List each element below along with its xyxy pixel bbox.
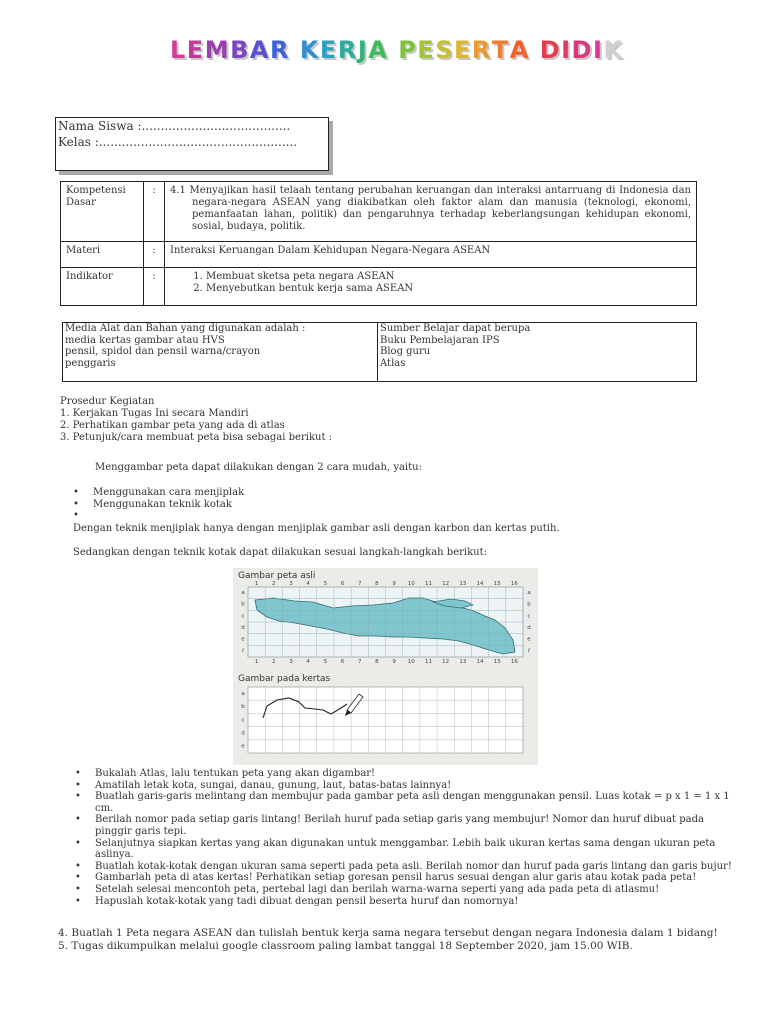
title-letter: D xyxy=(571,36,593,64)
column-number: 16 xyxy=(510,581,518,587)
column-number: 11 xyxy=(424,659,432,665)
list-item: 1. Kerjakan Tugas Ini secara Mandiri xyxy=(60,408,249,419)
student-class-field[interactable]: Kelas :.................................................... xyxy=(58,135,298,149)
column-number: 7 xyxy=(357,659,362,665)
column-number: 4 xyxy=(306,581,310,587)
table-row xyxy=(61,242,697,268)
method-list xyxy=(73,487,244,510)
grid-method-text: Sedangkan dengan teknik kotak dapat dilakukan sesuai langkah-langkah berikut: xyxy=(73,547,487,558)
media-heading: Media Alat dan Bahan yang digunakan adalah : xyxy=(65,323,306,334)
title-letter xyxy=(388,36,398,64)
title-letter: P xyxy=(398,36,418,64)
title-letter: K xyxy=(299,36,320,64)
grid-method-figure xyxy=(233,568,538,765)
competency-table xyxy=(60,181,697,306)
media-cell xyxy=(63,323,378,382)
list-item: media kertas gambar atau HVS xyxy=(65,334,225,346)
column-number: 11 xyxy=(424,581,432,587)
row-letter: d xyxy=(241,625,245,631)
material-label: Materi xyxy=(61,242,144,268)
tracing-text: Dengan teknik menjiplak hanya dengan menjiplak gambar asli dengan karbon dan kertas putih. xyxy=(73,523,560,534)
column-number: 14 xyxy=(476,659,484,665)
title-letter: A xyxy=(368,36,389,64)
table-row xyxy=(61,268,697,306)
source-heading: Sumber Belajar dapat berupa xyxy=(380,323,531,334)
column-number: 13 xyxy=(459,659,467,665)
column-number: 1 xyxy=(254,659,259,665)
table-row xyxy=(63,323,697,382)
list-item: • Setelah selesai mencontoh peta, pertebal lagi dan berilah warna-warna seperti yang ada pada peta di atlasmu! xyxy=(75,884,732,896)
title-letter xyxy=(290,36,300,64)
column-number: 9 xyxy=(392,581,396,587)
row-letter: a xyxy=(241,690,245,697)
list-item: • Amatilah letak kota, sungai, danau, gunung, laut, batas-batas lainnya! xyxy=(75,780,732,792)
column-number: 10 xyxy=(407,581,415,587)
row-letter: a xyxy=(241,590,245,596)
column-number: 15 xyxy=(493,581,501,587)
list-item: • Bukalah Atlas, lalu tentukan peta yang akan digambar! xyxy=(75,768,732,780)
column-number: 1 xyxy=(254,581,259,587)
title-letter: I xyxy=(592,36,604,64)
list-item: • Hapuslah kotak-kotak yang tadi dibuat dengan pensil beserta huruf dan nomornya! xyxy=(75,896,732,908)
title-letter: R xyxy=(269,36,290,64)
title-letter: A xyxy=(249,36,270,64)
tasks-section xyxy=(58,927,718,953)
row-letter: c xyxy=(241,717,245,724)
title-letter: E xyxy=(453,36,472,64)
title-letter: T xyxy=(491,36,510,64)
column-number: 9 xyxy=(392,659,396,665)
row-letter: c xyxy=(241,613,245,620)
list-item: • Selanjutnya siapkan kertas yang akan digunakan untuk menggambar. Lebih baik ukuran kertas sama dengan ukuran peta aslinya. xyxy=(75,838,732,861)
title-letter: E xyxy=(417,36,436,64)
page-title xyxy=(170,36,624,64)
column-number: 15 xyxy=(493,659,501,665)
list-item: • Buatlah kotak-kotak dengan ukuran sama seperti pada peta asli. Berilah nomor dan huruf pada garis lintang dan garis bujur! xyxy=(75,861,732,873)
column-number: 8 xyxy=(375,581,379,587)
original-map-label: Gambar peta asli xyxy=(238,571,316,581)
column-number: 2 xyxy=(272,581,276,587)
material-text: Interaksi Keruangan Dalam Kehidupan Negara-Negara ASEAN xyxy=(165,242,697,268)
title-letter: E xyxy=(319,36,338,64)
list-item: penggaris xyxy=(65,357,116,369)
row-letter: a xyxy=(527,590,531,596)
task-item: 4. Buatlah 1 Peta negara ASEAN dan tulislah bentuk kerja sama negara tersebut dengan negara Indonesia dalam 1 bidang! xyxy=(58,927,718,939)
row-letter: e xyxy=(527,636,531,643)
title-letter: M xyxy=(204,36,231,64)
source-cell xyxy=(378,323,697,382)
colon: : xyxy=(144,182,165,242)
row-letter: b xyxy=(241,704,245,711)
title-letter: K xyxy=(603,36,624,64)
column-number: 3 xyxy=(289,659,293,665)
student-info-box xyxy=(55,117,329,171)
title-letter: L xyxy=(170,36,187,64)
column-number: 7 xyxy=(357,581,362,587)
title-letter: E xyxy=(186,36,205,64)
indicator-label: Indikator xyxy=(61,268,144,306)
paper-drawing-label: Gambar pada kertas xyxy=(238,674,331,684)
column-number: 12 xyxy=(442,659,450,665)
student-name-field[interactable]: Nama Siswa :....................................... xyxy=(58,119,291,133)
column-number: 13 xyxy=(459,581,467,587)
title-letter: S xyxy=(435,36,454,64)
procedure-section xyxy=(60,396,332,444)
column-number: 2 xyxy=(272,659,276,665)
indicator-list xyxy=(165,268,697,306)
media-table xyxy=(62,322,697,382)
list-item: 2. Menyebutkan bentuk kerja sama ASEAN xyxy=(206,283,691,295)
task-item: 5. Tugas dikumpulkan melalui google classroom paling lambat tanggal 18 September 2020, jam 15.00 WIB. xyxy=(58,940,633,952)
title-letter: A xyxy=(509,36,530,64)
column-number: 6 xyxy=(340,659,345,665)
row-letter: f xyxy=(242,648,244,655)
competency-label: Kompetensi Dasar xyxy=(61,182,144,242)
procedure-heading: Prosedur Kegiatan xyxy=(60,396,155,407)
list-item: Blog guru xyxy=(380,346,431,357)
list-item: • Buatlah garis-garis melintang dan membujur pada gambar peta asli dengan menggunakan pensil. Luas kotak = p x 1 = 1 x 1 cm. xyxy=(75,791,732,814)
list-item: • Menggunakan cara menjiplak xyxy=(73,487,244,499)
competency-text: 4.1 Menyajikan hasil telaah tentang perubahan keruangan dan interaksi antarruang di Indonesia dan negara-negara ASEAN yang diakibatkan oleh faktor alam dan manusia (teknologi, ekonomi, pemanfaatan lahan, politik) dan pengaruhnya terhadap keberlangsungan kehidupan ekonomi, sosial, budaya, politik. xyxy=(165,182,697,242)
title-letter: J xyxy=(357,36,369,64)
list-item: • Gambarlah peta di atas kertas! Perhatikan setiap goresan pensil harus sesuai dengan alur garis atau kotak pada peta! xyxy=(75,872,732,884)
column-number: 8 xyxy=(375,659,379,665)
grid-figure-svg xyxy=(233,568,538,765)
title-letter: B xyxy=(230,36,250,64)
row-letter: c xyxy=(527,613,531,620)
list-item: Buku Pembelajaran IPS xyxy=(380,334,500,346)
column-number: 16 xyxy=(510,659,518,665)
list-item: Atlas xyxy=(380,357,406,369)
row-letter: f xyxy=(528,648,530,655)
title-letter: R xyxy=(337,36,358,64)
grid-steps-list xyxy=(75,768,732,907)
column-number: 5 xyxy=(323,581,328,587)
row-letter: e xyxy=(241,743,245,750)
list-item: 1. Membuat sketsa peta negara ASEAN xyxy=(206,271,691,283)
table-row xyxy=(61,182,697,242)
column-number: 12 xyxy=(442,581,450,587)
row-letter: d xyxy=(241,730,245,737)
method-intro: Menggambar peta dapat dilakukan dengan 2 cara mudah, yaitu: xyxy=(95,462,422,473)
colon: : xyxy=(144,242,165,268)
row-letter: e xyxy=(241,636,245,643)
column-number: 3 xyxy=(289,581,293,587)
title-letter: I xyxy=(561,36,572,64)
list-item: pensil, spidol dan pensil warna/crayon xyxy=(65,346,261,357)
list-item: • Berilah nomor pada setiap garis lintang! Berilah huruf pada setiap garis yang membujur! Nomor dan huruf dibuat pada pinggir garis tepi. xyxy=(75,814,732,837)
row-letter: b xyxy=(527,601,531,608)
column-number: 14 xyxy=(476,581,484,587)
title-letter: D xyxy=(539,36,562,64)
column-number: 4 xyxy=(306,659,310,665)
colon: : xyxy=(144,268,165,306)
list-item: • Menggunakan teknik kotak xyxy=(73,499,244,511)
row-letter: d xyxy=(527,625,531,631)
list-item: 2. Perhatikan gambar peta yang ada di atlas xyxy=(60,420,285,431)
title-letter xyxy=(530,36,540,64)
column-number: 10 xyxy=(407,659,415,665)
row-letter: b xyxy=(241,601,245,608)
column-number: 5 xyxy=(323,659,328,665)
column-number: 6 xyxy=(340,581,345,587)
list-item: 3. Petunjuk/cara membuat peta bisa sebagai berikut : xyxy=(60,432,333,443)
title-letter: R xyxy=(471,36,492,64)
